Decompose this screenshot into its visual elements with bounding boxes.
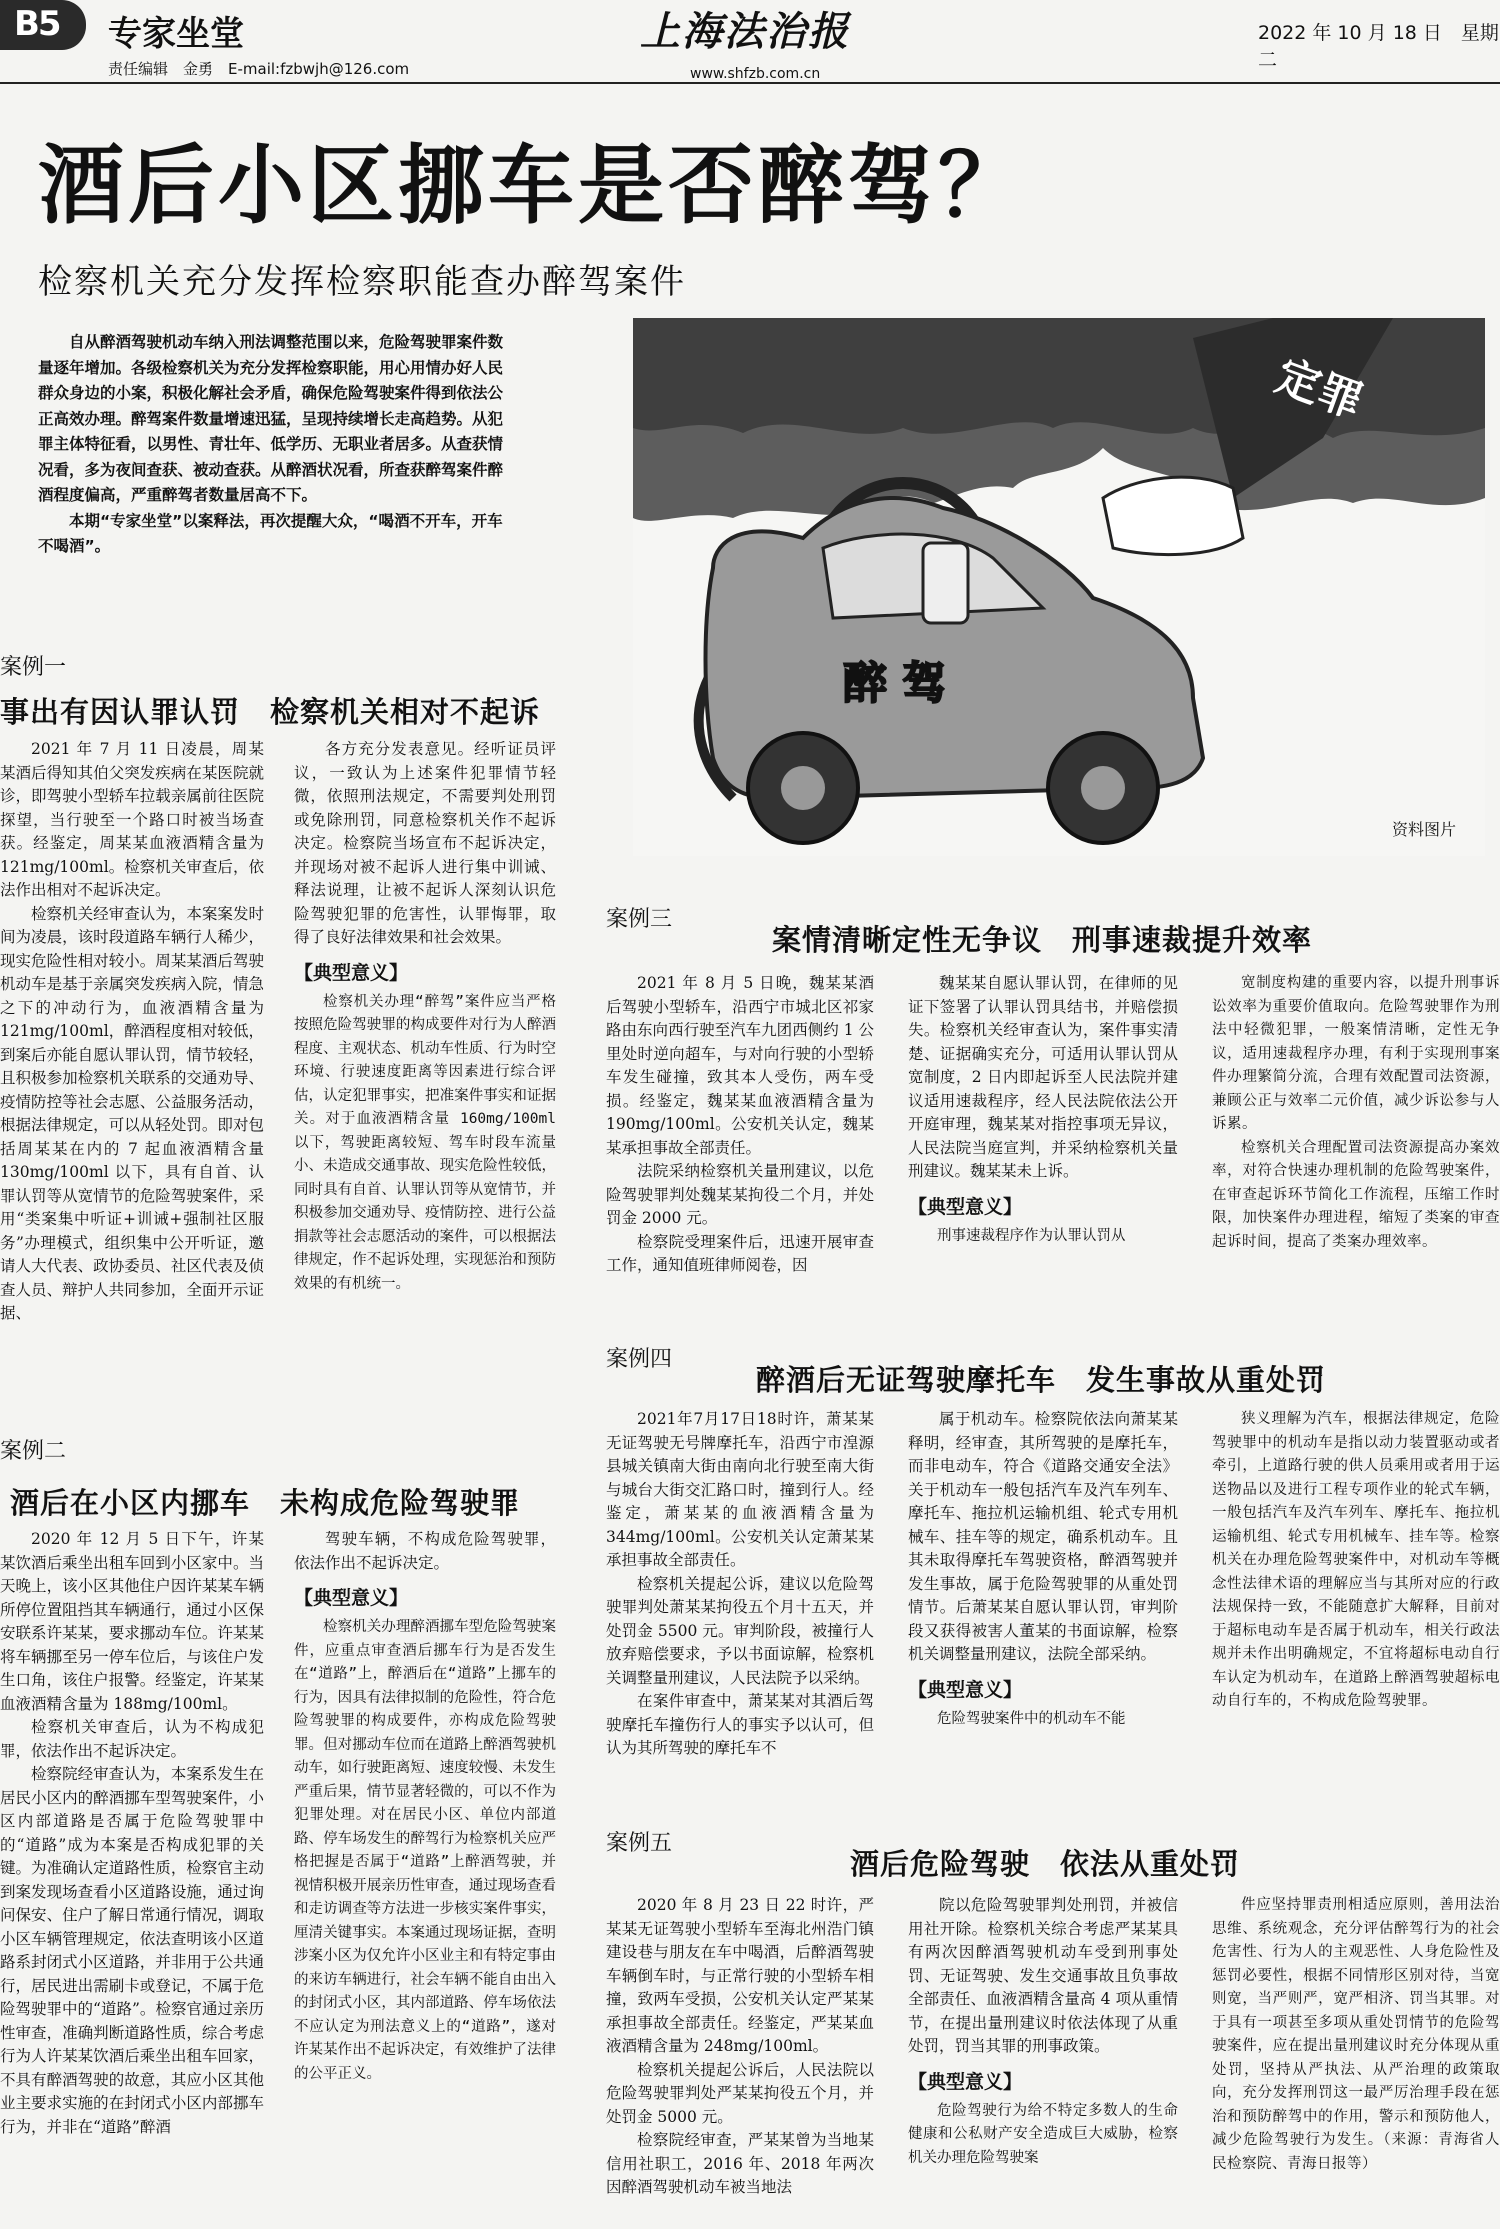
car-label: 醉 驾 bbox=[843, 658, 947, 709]
case4-column-3 bbox=[1212, 1408, 1500, 1788]
case3-column-2 bbox=[908, 972, 1178, 1332]
case-paragraph: 属于机动车。检察院依法向萧某某释明，经审查，其所驾驶的是摩托车，而非电动车，符合《道路交通安全法》关于机动车一般包括汽车及汽车列车、摩托车、拖拉机运输机组、轮式专用机械车、挂车等的规定，确系机动车。且其未取得摩托车驾驶资格，醉酒驾驶并发生事故，属于危险驾驶罪的从重处罚情节。后萧某某自愿认罪认罚，审判阶段又获得被害人董某的书面谅解，检察机关调整量刑建议，法院全部采纳。 bbox=[908, 1410, 1178, 1663]
case3-column-1 bbox=[606, 972, 874, 1332]
case-paragraph: 检察机关审查后，认为不构成犯罪，依法作出不起诉决定。 bbox=[0, 1718, 264, 1760]
case4-column-1 bbox=[606, 1408, 874, 1788]
significance-text: 危险驾驶行为给不特定多数人的生命健康和公私财产安全造成巨大威胁，检察机关办理危险驾驶案 bbox=[908, 2102, 1178, 2166]
significance-text: 刑事速裁程序作为认罪认罚从 bbox=[937, 1227, 1126, 1244]
case-paragraph: 院以危险驾驶罪判处刑罚，并被信用社开除。检察机关综合考虑严某某具有两次因醉酒驾驶机动车受到刑事处罚、无证驾驶、发生交通事故且负事故全部责任、血液酒精含量高 4 项从重情节，在提出量刑建议时依法体现了从重处罚，罚当其罪的刑事政策。 bbox=[908, 1896, 1178, 2055]
case-paragraph: 2020 年 8 月 23 日 22 时许，严某某无证驾驶小型轿车至海北州浩门镇建设巷与朋友在车中喝酒，后醉酒驾驶车辆倒车时，与正常行驶的小型轿车相撞，致两车受损，公安机关认定严某某承担事故全部责任。经鉴定，严某某血液酒精含量为 248mg/100ml。 bbox=[606, 1896, 874, 2055]
significance-text: 检察机关办理“醉驾”案件应当严格按照危险驾驶罪的构成要件对行为人醉酒程度、主观状态、机动车性质、行为时空环境、行驶速度距离等因素进行综合评估，认定犯罪事实，把准案件事实和证据关。对于血液酒精含量 160mg/100ml 以下，驾驶距离较短、驾车时段车流量小、未造成交通事故、现实危险性较低，同时具有自首、认罪认罚等从宽情节，并积极参加交通劝导、疫情防控、进行公益捐款等社会志愿活动的案件，可以根据法律规定，作不起诉处理，实现惩治和预防效果的有机统一。 bbox=[294, 993, 556, 1292]
case-paragraph: 驾驶车辆，不构成危险驾驶罪，依法作出不起诉决定。 bbox=[294, 1530, 556, 1572]
case-paragraph: 魏某某自愿认罪认罚，在律师的见证下签署了认罪认罚具结书，并赔偿损失。检察机关经审查认为，案件事实清楚、证据确实充分，可适用认罪认罚从宽制度，2 日内即起诉至人民法院并建议适用速裁程序，经人民法院依法公开开庭审理，魏某某对指控事项无异议，人民法院当庭宣判，并采纳检察机关量刑建议。魏某某未上诉。 bbox=[908, 974, 1178, 1180]
sign-text: 定罪 bbox=[1269, 350, 1370, 429]
case-paragraph: 检察院经审查认为，本案系发生在居民小区内的醉酒挪车型驾驶案件，小区内部道路是否属于危险驾驶罪中的“道路”成为本案是否构成犯罪的关键。为准确认定道路性质，检察官主动到案发现场查看小区道路设施，通过询问保安、住户了解日常通行情况，调取小区车辆管理规定，依法查明该小区道路系封闭式小区道路，并非用于公共通行，居民进出需刷卡或登记，不属于危险驾驶罪中的“道路”。检察官通过亲历性审查，准确判断道路性质，综合考虑行为人许某某饮酒后乘坐出租车回家，不具有醉酒驾驶的故意，其应小区其他业主要求实施的在封闭式小区内部挪车行为，并非在“道路”醉酒 bbox=[0, 1765, 264, 2136]
hand-shape bbox=[1103, 477, 1243, 554]
issue-date: 2022 年 10 月 18 日 星期二 bbox=[1258, 22, 1499, 71]
case-paragraph: 各方充分发表意见。经听证员评议，一致认为上述案件犯罪情节轻微，依照刑法规定，不需要判处刑罚或免除刑罚，同意检察机关作不起诉决定。检察院当场宣布不起诉决定，并现场对被不起诉人进行集中训诫、释法说理，让被不起诉人深刻认识危险驾驶犯罪的危害性，认罪悔罪，取得了良好法律效果和社会效果。 bbox=[294, 740, 556, 946]
case-paragraph: 检察院受理案件后，迅速开展审查工作，通知值班律师阅卷，因 bbox=[606, 1232, 874, 1274]
case-paragraph: 2020 年 12 月 5 日下午，许某某饮酒后乘坐出租车回到小区家中。当天晚上，该小区其他住户因许某某车辆所停位置阻挡其车辆通行，通过小区保安联系许某某，要求挪动车位。许某某将车辆挪至另一停车位后，与该住户发生口角，该住户报警。经鉴定，许某某血液酒精含量为 188mg/100ml。 bbox=[0, 1530, 264, 1713]
case1-label: 案例一 bbox=[0, 655, 67, 680]
significance-text: 件应坚持罪责刑相适应原则，善用法治思维、系统观念，充分评估醉驾行为的社会危害性、行为人的主观恶性、人身危险性及惩罚必要性，根据不同情形区别对待，当宽则宽，当严则严，宽严相济、罚当其罪。对于具有一项甚至多项从重处罚情节的危险驾驶案件，应在提出量刑建议时充分体现从重处罚，坚持从严执法、从严治理的政策取向，充分发挥刑罚这一最严厉治理手段在惩治和预防醉驾中的作用，警示和预防他人，减少危险驾驶行为发生。（来源：青海省人民检察院、青海日报等） bbox=[1212, 1897, 1500, 2172]
case-paragraph: 法院采纳检察机关量刑建议，以危险驾驶罪判处魏某某拘役二个月，并处罚金 2000 元。 bbox=[606, 1162, 874, 1227]
case5-title: 酒后危险驾驶 依法从重处罚 bbox=[850, 1847, 1241, 1881]
significance-text: 危险驾驶案件中的机动车不能 bbox=[937, 1710, 1126, 1727]
case-paragraph: 检察机关提起公诉后，人民法院以危险驾驶罪判处严某某拘役五个月，并处罚金 5000 元。 bbox=[606, 2060, 874, 2126]
case3-column-3 bbox=[1212, 972, 1500, 1332]
masthead-rule bbox=[0, 82, 1500, 84]
bottle-shape bbox=[923, 543, 968, 623]
intro-paragraph: 自从醉酒驾驶机动车纳入刑法调整范围以来，危险驾驶罪案件数量逐年增加。各级检察机关为充分发挥检察职能，用心用情办好人民群众身边的小案，积极化解社会矛盾，确保危险驾驶案件得到依法公正高效办理。醉驾案件数量增速迅猛，呈现持续增长走高趋势。从犯罪主体特征看，以男性、青壮年、低学历、无职业者居多。从查获情况看，多为夜间查获、被动查获。从醉酒状况看，所查获醉驾案件醉酒程度偏高，严重醉驾者数量居高不下。 bbox=[38, 333, 504, 504]
editor-line: 责任编辑 金勇 E-mail:fzbwjh@126.com bbox=[108, 60, 410, 78]
case1-title: 事出有因认罪认罚 检察机关相对不起诉 bbox=[0, 695, 541, 729]
section-title: 专家坐堂 bbox=[108, 14, 244, 54]
case2-column-2 bbox=[294, 1528, 556, 2228]
significance-heading: 【典型意义】 bbox=[908, 2070, 1023, 2093]
significance-text: 检察机关合理配置司法资源提高办案效率，对符合快速办理机制的危险驾驶案件，在审查起诉环节简化工作流程，压缩工作时限，加快案件办理进程，缩短了类案的审查起诉时间，提高了类案办理效率。 bbox=[1212, 1139, 1500, 1250]
case-paragraph: 2021 年 7 月 11 日凌晨，周某某酒后得知其伯父突发疾病在某医院就诊，即驾驶小型轿车拉载亲属前往医院探望，当行驶至一个路口时被当场查获。经鉴定，周某某血液酒精含量为 121mg/100ml。检察机关审查后，依法作出相对不起诉决定。 bbox=[0, 740, 264, 899]
case5-column-2 bbox=[908, 1894, 1178, 2229]
case3-title: 案情清晰定性无争议 刑事速裁提升效率 bbox=[772, 923, 1313, 957]
case1-column-2 bbox=[294, 738, 556, 1400]
subheadline: 检察机关充分发挥检察职能查办醉驾案件 bbox=[38, 262, 686, 302]
newspaper-url[interactable]: www.shfzb.com.cn bbox=[690, 66, 821, 82]
case-paragraph: 检察院经审查，严某某曾为当地某信用社职工，2016 年、2018 年两次因醉酒驾驶机动车被当地法 bbox=[606, 2131, 874, 2196]
case4-title: 醉酒后无证驾驶摩托车 发生事故从重处罚 bbox=[756, 1363, 1327, 1397]
case4-column-2 bbox=[908, 1408, 1178, 1788]
drunk-driving-cartoon bbox=[633, 318, 1485, 856]
intro-paragraph: 本期“专家坐堂”以案释法，再次提醒大众，“喝酒不开车，开车不喝酒”。 bbox=[38, 511, 503, 555]
significance-heading: 【典型意义】 bbox=[294, 1587, 409, 1609]
case5-column-3 bbox=[1212, 1894, 1500, 2229]
significance-text: 宽制度构建的重要内容，以提升刑事诉讼效率为重要价值取向。危险驾驶罪作为刑法中轻微犯罪，一般案情清晰，定性无争议，适用速裁程序办理，有利于实现刑事案件办理繁简分流，合理有效配置司法资源，兼顾公正与效率二元价值，减少诉讼参与人诉累。 bbox=[1212, 975, 1500, 1132]
newspaper-logo: 上海法治报 bbox=[640, 8, 850, 55]
page-number-badge: B5 bbox=[0, 0, 86, 50]
case2-column-1 bbox=[0, 1528, 264, 2228]
significance-heading: 【典型意义】 bbox=[908, 1195, 1023, 1218]
headline: 酒后小区挪车是否醉驾？ bbox=[38, 136, 1028, 236]
significance-text: 检察机关办理醉酒挪车型危险驾驶案件，应重点审查酒后挪车行为是否发生在“道路”上，醉酒后在“道路”上挪车的行为，因具有法律拟制的危险性，符合危险驾驶罪的构成要件，亦构成危险驾驶罪。但对挪动车位而在道路上醉酒驾驶机动车，如行驶距离短、速度较慢、未发生严重后果，情节显著轻微的，可以不作为犯罪处理。对在居民小区、单位内部道路、停车场发生的醉驾行为检察机关应严格把握是否属于“道路”上醉酒驾驶，并视情积极开展亲历性审查，通过现场查看和走访调查等方法进一步核实案件事实，厘清关键事实。本案通过现场证据，查明涉案小区为仅允许小区业主和有特定事由的来访车辆进行，社会车辆不能自由出入的封闭式小区，其内部道路、停车场依法不应认定为刑法意义上的“道路”，遂对许某某作出不起诉决定，有效维护了法律的公平正义。 bbox=[294, 1619, 556, 2082]
case2-label: 案例二 bbox=[0, 1439, 67, 1464]
case2-title: 酒后在小区内挪车 未构成危险驾驶罪 bbox=[10, 1486, 521, 1520]
case5-column-1 bbox=[606, 1894, 874, 2229]
image-caption: 资料图片 bbox=[1392, 820, 1457, 839]
case3-label: 案例三 bbox=[606, 907, 673, 932]
case-paragraph: 在案件审查中，萧某某对其酒后驾驶摩托车撞伤行人的事实予以认可，但认为其所驾驶的摩托车不 bbox=[606, 1692, 874, 1757]
intro-text bbox=[38, 330, 516, 560]
significance-heading: 【典型意义】 bbox=[908, 1678, 1023, 1701]
case1-column-1 bbox=[0, 738, 264, 1400]
case-paragraph: 检察机关经审查认为，本案案发时间为凌晨，该时段道路车辆行人稀少，现实危险性相对较小。周某某酒后驾驶机动车是基于亲属突发疾病入院，情急之下的冲动行为，血液酒精含量为 121mg/100ml，醉酒程度相对较低，到案后亦能自愿认罪认罚，情节较轻，且积极参加检察机关联系的交通劝导、疫情防控等社会志愿、公益服务活动，根据法律规定，可以从轻处罚。即对包括周某某在内的 7 起血液酒精含量 130mg/100ml 以下，具有自首、认罪认罚等从宽情节的危险驾驶案件，采用“类案集中听证+训诫+强制社区服务”办理模式，组织集中公开听证，邀请人大代表、政协委员、社区代表及侦查人员、辩护人共同参加，全面开示证据、 bbox=[0, 904, 264, 1322]
significance-text: 狭义理解为汽车，根据法律规定，危险驾驶罪中的机动车是指以动力装置驱动或者牵引，上道路行驶的供人员乘用或者用于运送物品以及进行工程专项作业的轮式车辆，一般包括汽车及汽车列车、摩托车、拖拉机运输机组、轮式专用机械车、挂车等。检察机关在办理危险驾驶案件中，对机动车等概念性法律术语的理解应当与其所对应的行政法规保持一致，不能随意扩大解释，目前对于超标电动车是否属于机动车，相关行政法规并未作出明确规定，不宜将超标电动自行车认定为机动车，在道路上醉酒驾驶超标电动自行车的，不构成危险驾驶罪。 bbox=[1212, 1411, 1500, 1709]
case-paragraph: 检察机关提起公诉，建议以危险驾驶罪判处萧某某拘役五个月十五天，并处罚金 5500 元。审判阶段，被撞行人放弃赔偿要求，予以书面谅解，检察机关调整量刑建议，人民法院予以采纳。 bbox=[606, 1574, 874, 1687]
case5-label: 案例五 bbox=[606, 1831, 673, 1856]
case-paragraph: 2021年7月17日18时许，萧某某无证驾驶无号牌摩托车，沿西宁市湟源县城关镇南大街由南向北行驶至南大街与城台大街交汇路口时，撞到行人。经鉴定，萧某某的血液酒精含量为344mg/100ml。公安机关认定萧某某承担事故全部责任。 bbox=[606, 1410, 874, 1569]
case-paragraph: 2021 年 8 月 5 日晚，魏某某酒后驾驶小型轿车，沿西宁市城北区祁家路由东向西行驶至汽车九团西侧约 1 公里处时逆向超车，与对向行驶的小型轿车发生碰撞，致其本人受伤，两车受损。经鉴定，魏某某血液酒精含量为 190mg/100ml。公安机关认定，魏某某承担事故全部责任。 bbox=[606, 974, 874, 1157]
significance-heading: 【典型意义】 bbox=[294, 961, 409, 984]
case4-label: 案例四 bbox=[606, 1347, 673, 1372]
